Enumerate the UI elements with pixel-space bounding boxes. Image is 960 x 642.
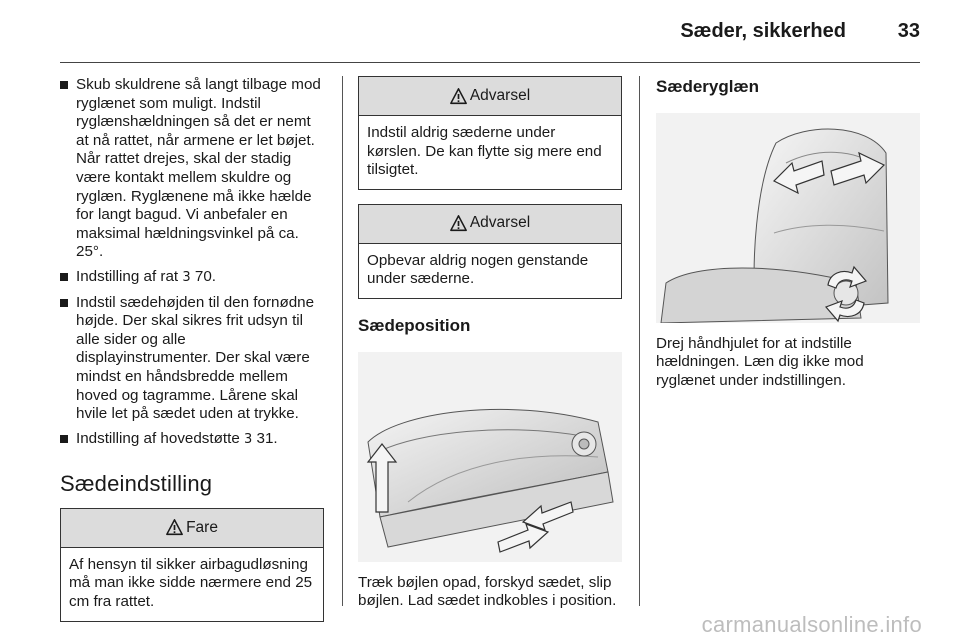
column-1 bbox=[60, 76, 324, 636]
bullet-list bbox=[60, 76, 324, 449]
column-divider bbox=[639, 76, 640, 606]
page-reference[interactable]: 31. bbox=[252, 429, 278, 447]
column-3 bbox=[656, 76, 920, 390]
bullet-square-icon bbox=[60, 81, 68, 89]
warning-triangle-icon bbox=[450, 88, 467, 105]
seat-backrest-illustration bbox=[656, 113, 920, 323]
subsection-title: Sædeposition bbox=[358, 315, 471, 335]
bullet-square-icon bbox=[60, 273, 68, 281]
danger-box bbox=[60, 508, 324, 622]
warning-triangle-icon bbox=[166, 519, 183, 536]
cross-reference-arrow-icon: 3 bbox=[182, 269, 191, 285]
warning-box-text: Opbevar aldrig nogen genstande under sæderne. bbox=[367, 251, 589, 288]
warning-box-header bbox=[359, 205, 621, 244]
list-item bbox=[60, 76, 324, 262]
danger-box-label: Fare bbox=[186, 518, 218, 536]
warning-box-text: Indstil aldrig sæderne under kørslen. De kan flytte sig mere end tilsigtet. bbox=[367, 124, 602, 179]
list-item-text: Indstilling af hovedstøtte bbox=[76, 429, 244, 447]
page-number: 33 bbox=[897, 20, 920, 42]
warning-box-header bbox=[359, 77, 621, 116]
cross-reference-arrow-icon: 3 bbox=[244, 431, 253, 447]
warning-box bbox=[358, 76, 622, 190]
warning-box-label: Advarsel bbox=[469, 214, 531, 232]
watermark: carmanualsonline.info bbox=[701, 612, 922, 637]
page-reference[interactable]: 70. bbox=[190, 267, 216, 285]
list-item bbox=[60, 430, 324, 450]
bullet-square-icon bbox=[60, 435, 68, 443]
list-item bbox=[60, 268, 324, 288]
column-divider bbox=[342, 76, 343, 606]
subsection-title: Sæderyglæn bbox=[656, 77, 759, 96]
bullet-square-icon bbox=[60, 299, 68, 307]
list-item-text: Skub skuldrene så langt tilbage mod ryglænet som muligt. Indstil ryglænshældningen så det er nemt at nå rattet, når armene er let bøjet. Når rattet drejes, skal der stadig være kontakt mellem skuldre og ryglæn. Ryglænene må ikke hælde for langt bagud. Vi anbefaler en maksimal hældningsvinkel på ca. 25°. bbox=[76, 76, 321, 261]
column-2 bbox=[358, 76, 622, 611]
list-item bbox=[60, 294, 324, 424]
list-item-text: Indstil sædehøjden til den fornødne højde. Der skal sikres frit udsyn til alle sider og alle displayinstrumenter. Der skal være mindst en håndsbredde mellem hoved og tagramme. Lårene skal hvile let på sædet uden at trykke. bbox=[76, 293, 315, 423]
warning-triangle-icon bbox=[450, 215, 467, 232]
list-item-text: Indstilling af rat bbox=[76, 267, 183, 285]
page-header bbox=[60, 0, 920, 63]
section-title: Sædeindstilling bbox=[60, 471, 213, 497]
warning-box-label: Advarsel bbox=[469, 86, 531, 104]
seat-position-illustration bbox=[358, 352, 622, 562]
danger-box-text: Af hensyn til sikker airbagudløsning må man ikke sidde nærmere end 25 cm fra rattet. bbox=[69, 555, 313, 611]
figure-caption: Drej håndhjulet for at indstille hældningen. Læn dig ikke mod ryglænet under indstillingen. bbox=[656, 334, 864, 389]
danger-box-header bbox=[61, 509, 323, 548]
figure-caption: Træk bøjlen opad, forskyd sædet, slip bøjlen. Lad sædet indkobles i position. bbox=[358, 573, 617, 610]
page-title: Sæder, sikkerhed bbox=[680, 20, 846, 42]
warning-box bbox=[358, 204, 622, 299]
